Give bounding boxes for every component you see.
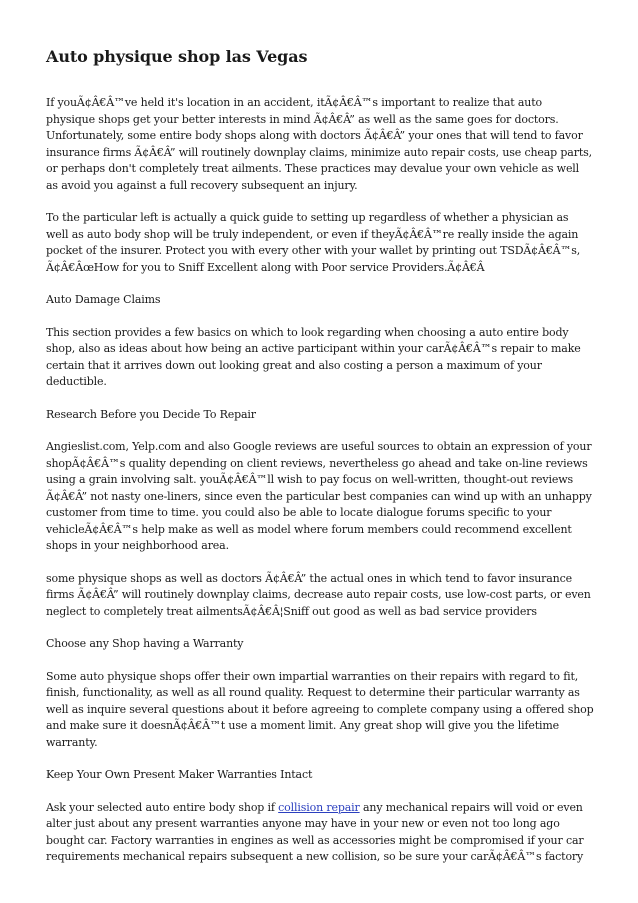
collision-repair-link[interactable]: collision repair <box>278 800 360 814</box>
section-heading-auto-damage-claims: Auto Damage Claims <box>46 293 161 306</box>
section-heading-warranty: Choose any Shop having a Warranty <box>46 637 244 650</box>
section-heading-research: Research Before you Decide To Repair <box>46 407 256 421</box>
paragraph-guide: To the particular left is actually a quick guide to setting up regardless of whether a physician as well as auto body shop will be truly independent, or even if theyÃ¢Â€Â™re really inside the again pocket of the insurer. Protect you with every other with your wallet by printing out TSDÃ¢Â€Â™s, Ã¢Â€ÂœHow for you to Sniff Excellent along with Poor service Providers.Ã¢Â€Â <box>46 211 581 274</box>
section-heading-maker-warranties: Keep Your Own Present Maker Warranties Intact <box>46 768 313 781</box>
document-page <box>46 46 594 882</box>
paragraph-reviews: Angieslist.com, Yelp.com and also Google reviews are useful sources to obtain an expression of your shopÃ¢Â€Â™s quality depending on client reviews, nevertheless go ahead and take on-line reviews using a grain involving salt. youÃ¢Â€Â™ll wish to pay focus on well-written, thought-out reviews Ã¢Â€Â” not nasty one-liners, since even the particular best companies can wind up with an unhappy customer from time to time. you could also be able to locate dialogue forums specific to your vehicleÃ¢Â€Â™s help make as well as model where forum members could recommend excellent shops in your neighborhood area. <box>46 440 592 552</box>
paragraph-basics: This section provides a few basics on which to look regarding when choosing a auto entire body shop, also as ideas about how being an active participant within your carÃ¢Â€Â™s repair to make certain that it arrives down out looking great and also costing a person a maximum of your deductible. <box>46 325 581 388</box>
paragraph-insurance-favor: some physique shops as well as doctors Ã¢Â€Â” the actual ones in which tend to favor insurance firms Ã¢Â€Â” will routinely downplay claims, decrease auto repair costs, use low-cost parts, or even neglect to completely treat ailmentsÃ¢Â€Â¦Sniff out good as well as bad service providers <box>46 571 591 618</box>
paragraph-ask-shop <box>46 800 594 866</box>
document-title: Auto physique shop las Vegas <box>46 47 308 66</box>
paragraph-warranty: Some auto physique shops offer their own impartial warranties on their repairs with regard to fit, finish, functionality, as well as all round quality. Request to determine their particular warranty as well as inquire several questions about it before agreeing to complete company using a offered shop and make sure it doesnÃ¢Â€Â™t use a moment limit. Any great shop will give you the lifetime warranty. <box>46 669 594 749</box>
paragraph-ask-shop-start: Ask your selected auto entire body shop if <box>46 800 279 814</box>
paragraph-intro: If youÃ¢Â€Â™ve held it's location in an accident, itÃ¢Â€Â™s important to realize that auto physique shops get your better interests in mind Ã¢Â€Â” as well as the same goes for doctors. Unfortunately, some entire body shops along with doctors Ã¢Â€Â” your ones that will tend to favor insurance firms Ã¢Â€Â” will routinely downplay claims, minimize auto repair costs, use cheap parts, or perhaps don't completely treat ailments. These practices may devalue your own vehicle as well as avoid you against a full recovery subsequent an injury. <box>46 96 592 192</box>
paragraph-ask-shop-end: any mechanical repairs will void or even alter just about any present warranties anyone may have in your new or even not too long ago bought car. Factory warranties in engines as well as accessories might be compromised if your car requirements mechanical repairs subsequent a new collision, so be sure your carÃ¢Â€Â™s factory <box>46 800 584 863</box>
